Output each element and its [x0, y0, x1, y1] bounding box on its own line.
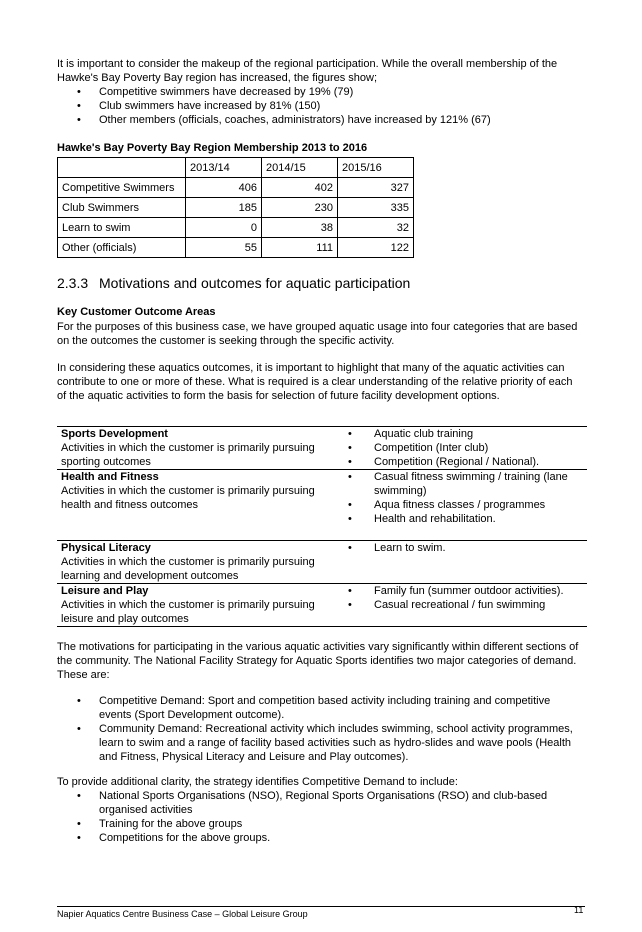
column-header: 2013/14	[186, 158, 262, 178]
list-item: • Community Demand: Recreational activity which includes swimming, school activity programmes, learn to swim and a range of facility based activities such as hydro-slides and wave pools (Health and Fitness, Physical Literacy and Leisure and Play outcomes).	[57, 722, 582, 764]
list-item: • Competition (Inter club)	[341, 441, 587, 455]
page-number: 11	[574, 905, 584, 915]
footer-divider	[57, 906, 585, 907]
outcome-activities-cell	[341, 541, 587, 584]
table-row	[57, 541, 587, 584]
cell-value: 402	[262, 178, 338, 198]
cell-value: 406	[186, 178, 262, 198]
outcome-area-description: Activities in which the customer is primarily pursuing sporting outcomes	[61, 442, 315, 468]
outcome-area-cell	[57, 470, 341, 541]
cell-value: 335	[338, 198, 414, 218]
motivations-paragraph: The motivations for participating in the various aquatic activities vary significantly within different sections of the community. The National Facility Strategy for Aquatic Sports identifies two major categories of demand. These are:	[57, 641, 579, 681]
row-label: Learn to swim	[58, 218, 186, 238]
list-item: • Other members (officials, coaches, administrators) have increased by 121% (67)	[57, 113, 582, 127]
outcome-area-title: Health and Fitness	[61, 471, 159, 483]
cell-value: 55	[186, 238, 262, 258]
outcome-area-cell	[57, 541, 341, 584]
table-row	[58, 238, 414, 258]
intro-bullet-list	[57, 85, 582, 127]
table-header-blank	[58, 158, 186, 178]
activity-list	[341, 541, 587, 555]
table-header-row	[58, 158, 414, 178]
aquatics-outcome-paragraph: In considering these aquatics outcomes, it is important to highlight that many of the aquatic activities can contribute to one or more of these. What is required is a clear understanding of the relative priority of each of the aquatic activities to form the basis for selection of future facility development options.	[57, 362, 573, 402]
outcome-area-cell	[57, 584, 341, 627]
list-item: • Health and rehabilitation.	[341, 512, 587, 526]
outcome-area-description: Activities in which the customer is primarily pursuing leisure and play outcomes	[61, 599, 315, 625]
outcome-activities-cell	[341, 584, 587, 627]
demand-bullet-list	[57, 694, 582, 764]
column-header: 2014/15	[262, 158, 338, 178]
outcome-area-title: Sports Development	[61, 428, 168, 440]
list-item: • Family fun (summer outdoor activities).	[341, 584, 587, 598]
row-label: Club Swimmers	[58, 198, 186, 218]
list-item: • Club swimmers have increased by 81% (150)	[57, 99, 582, 113]
clarity-paragraph: To provide additional clarity, the strategy identifies Competitive Demand to include:	[57, 776, 458, 788]
cell-value: 230	[262, 198, 338, 218]
row-label: Other (officials)	[58, 238, 186, 258]
membership-table	[57, 157, 414, 258]
table-row	[58, 198, 414, 218]
activity-list	[341, 584, 587, 612]
list-item: • Training for the above groups	[57, 817, 582, 831]
cell-value: 38	[262, 218, 338, 238]
outcome-area-cell	[57, 427, 341, 470]
cell-value: 327	[338, 178, 414, 198]
intro-paragraph: It is important to consider the makeup of the regional participation. While the overall membership of the Hawke's Bay Poverty Bay region has increased, the figures show;	[57, 58, 558, 84]
competitive-bullet-list	[57, 789, 582, 845]
list-item: • Casual fitness swimming / training (lane swimming)	[341, 470, 587, 498]
outcome-area-title: Leisure and Play	[61, 585, 149, 597]
list-item: • Competitions for the above groups.	[57, 831, 582, 845]
outcome-activities-cell	[341, 427, 587, 470]
table-row	[57, 427, 587, 470]
section-title: Motivations and outcomes for aquatic participation	[99, 275, 411, 291]
outcome-activities-cell	[341, 470, 587, 541]
cell-value: 32	[338, 218, 414, 238]
cell-value: 122	[338, 238, 414, 258]
table-row	[57, 584, 587, 627]
section-heading	[57, 275, 410, 291]
outcome-area-description: Activities in which the customer is primarily pursuing learning and development outcomes	[61, 556, 315, 582]
table-row	[57, 470, 587, 541]
activity-list	[341, 470, 587, 526]
cell-value: 185	[186, 198, 262, 218]
list-item: • Competitive swimmers have decreased by 19% (79)	[57, 85, 582, 99]
list-item: • Learn to swim.	[341, 541, 587, 555]
footer-text: Napier Aquatics Centre Business Case – Global Leisure Group	[57, 909, 308, 919]
outcome-area-description: Activities in which the customer is primarily pursuing health and fitness outcomes	[61, 485, 315, 511]
cell-value: 111	[262, 238, 338, 258]
table-row	[58, 178, 414, 198]
column-header: 2015/16	[338, 158, 414, 178]
table-row	[58, 218, 414, 238]
section-number: 2.3.3	[57, 275, 89, 291]
membership-table-caption: Hawke's Bay Poverty Bay Region Membership 2013 to 2016	[57, 142, 368, 154]
list-item: • Aquatic club training	[341, 427, 587, 441]
list-item: • National Sports Organisations (NSO), Regional Sports Organisations (RSO) and club-based organised activities	[57, 789, 582, 817]
row-label: Competitive Swimmers	[58, 178, 186, 198]
list-item: • Competitive Demand: Sport and competition based activity including training and competitive events (Sport Development outcome).	[57, 694, 582, 722]
list-item: • Aqua fitness classes / programmes	[341, 498, 587, 512]
list-item: • Competition (Regional / National).	[341, 455, 587, 469]
list-item: • Casual recreational / fun swimming	[341, 598, 587, 612]
outcome-area-title: Physical Literacy	[61, 542, 151, 554]
cell-value: 0	[186, 218, 262, 238]
key-outcome-paragraph: For the purposes of this business case, we have grouped aquatic usage into four categories that are based on the outcomes the customer is seeking through the specific activity.	[57, 321, 578, 347]
activity-list	[341, 427, 587, 469]
outcome-areas-table	[57, 426, 587, 627]
key-outcome-heading: Key Customer Outcome Areas	[57, 306, 216, 318]
